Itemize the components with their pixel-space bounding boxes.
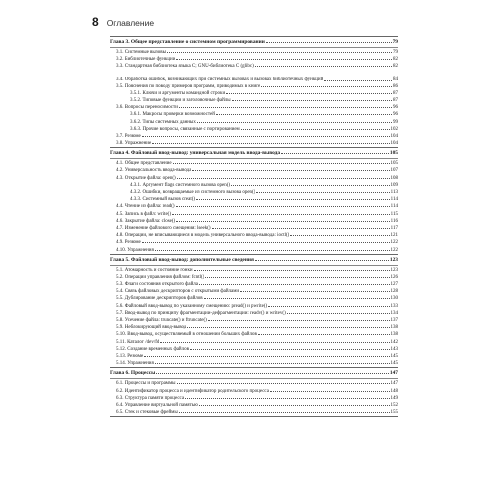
entry-page-number: 122 — [390, 240, 398, 246]
toc-entry[interactable] — [110, 339, 398, 346]
chapter-page-number: 123 — [389, 256, 398, 263]
entry-page-number: 155 — [390, 410, 398, 416]
dot-leader — [270, 391, 390, 392]
toc-chapter-section — [110, 368, 398, 417]
dot-leader — [167, 52, 392, 53]
dot-leader — [152, 143, 389, 144]
entry-title: 5.1. Атомарность и состояние гонки — [116, 267, 193, 273]
entry-title: 4.5. Запись в файл: write() — [116, 211, 171, 217]
page-title: Оглавление — [106, 18, 155, 28]
entry-title: 5.3. Флаги состояния открытого файла — [116, 282, 198, 288]
entry-page-number: 114 — [390, 197, 398, 203]
toc-chapter-section — [110, 36, 398, 148]
dot-leader — [324, 80, 392, 81]
entry-title: 6.3. Структура памяти процесса — [116, 395, 185, 401]
chapter-title: Глава 3. Общее представление о системном программировании — [110, 39, 265, 45]
entry-page-number: 148 — [390, 388, 398, 394]
dot-leader — [185, 398, 389, 399]
entry-page-number: 130 — [390, 296, 398, 302]
dot-leader — [231, 185, 389, 186]
entry-page-number: 87 — [393, 97, 398, 103]
dot-leader — [199, 284, 390, 285]
entry-title: 4.2. Универсальность ввода-вывода — [116, 168, 192, 174]
toc-entry[interactable] — [110, 380, 398, 387]
dot-leader — [156, 373, 389, 374]
dot-leader — [205, 277, 389, 278]
toc-entry[interactable] — [110, 140, 398, 147]
entry-page-number: 143 — [390, 346, 398, 352]
entry-title: 4.3.1. Аргумент flags системного вызова open() — [130, 182, 231, 188]
chapter-heading[interactable] — [110, 148, 398, 159]
dot-leader — [255, 260, 389, 261]
dot-leader — [197, 122, 392, 123]
dot-leader — [196, 199, 390, 200]
entry-title: 3.3. Стандартная библиотека языка C; GNU-библиотека C (glibc) — [116, 64, 254, 70]
entry-page-number: 149 — [390, 395, 398, 401]
entry-page-number: 128 — [390, 289, 398, 295]
dot-leader — [187, 327, 389, 328]
chapter-heading[interactable] — [110, 255, 398, 266]
entry-page-number: 145 — [390, 353, 398, 359]
entry-page-number: 115 — [390, 211, 398, 217]
dot-leader — [232, 100, 392, 101]
dot-leader — [199, 405, 390, 406]
entry-title: 5.4. Связь файловых дескрипторов с открытыми файлами — [116, 289, 240, 295]
chapter-heading[interactable] — [110, 37, 398, 48]
toc-entry[interactable] — [110, 247, 398, 254]
entry-title: 5.9. Неблокирующий ввод-вывод — [116, 325, 187, 331]
entry-page-number: 145 — [390, 361, 398, 367]
entry-title: 3.8. Упражнение — [116, 141, 152, 147]
entry-page-number: 137 — [390, 318, 398, 323]
dot-leader — [142, 242, 390, 243]
dot-leader — [208, 320, 390, 321]
entry-page-number: 87 — [393, 90, 398, 96]
toc-entry[interactable] — [110, 288, 398, 295]
toc-entry[interactable] — [110, 317, 398, 324]
dot-leader — [179, 107, 392, 108]
entry-title: 3.1. Системные вызовы — [116, 50, 166, 55]
dot-leader — [255, 66, 392, 67]
toc-entry[interactable] — [110, 324, 398, 331]
entry-page-number: 147 — [390, 381, 398, 387]
entry-title: 5.14. Упражнения — [116, 361, 154, 367]
entry-title: 3.4. Обработка ошибок, возникающих при системных вызовах и вызовах библиотечных функций — [116, 76, 324, 82]
dot-leader — [266, 42, 392, 43]
entry-title: 4.7. Изменение файлового смещения: lseek() — [116, 225, 211, 231]
entry-page-number: 138 — [390, 325, 398, 331]
entry-title: 4.3.3. Системный вызов creat() — [130, 197, 196, 203]
entry-page-number: 123 — [390, 267, 398, 273]
dot-leader — [190, 349, 390, 350]
dot-leader — [142, 136, 390, 137]
entry-title: 4.9. Резюме — [116, 240, 141, 246]
chapter-title: Глава 6. Процессы — [110, 370, 156, 377]
toc-entry[interactable] — [110, 196, 398, 203]
toc-entry[interactable] — [110, 63, 398, 70]
toc-entry[interactable] — [110, 360, 398, 367]
dot-leader — [256, 192, 389, 193]
chapter-page-number: 105 — [389, 150, 398, 157]
entry-page-number: 126 — [390, 274, 398, 280]
table-of-contents — [110, 36, 398, 417]
entry-page-number: 82 — [393, 64, 398, 70]
entry-title: 3.7. Резюме — [116, 133, 141, 139]
toc-entry[interactable] — [110, 274, 398, 281]
entry-page-number: 142 — [390, 339, 398, 345]
dot-leader — [176, 221, 389, 222]
entry-page-number: 152 — [390, 402, 398, 408]
dot-leader — [204, 298, 390, 299]
entry-page-number: 104 — [390, 141, 398, 147]
entry-title: 3.6. Вопросы переносимости — [116, 105, 178, 111]
chapter-title: Глава 4. Файловый ввод-вывод: универсальная модель ввода-вывода — [110, 150, 281, 157]
dot-leader — [258, 334, 390, 335]
entry-title: 5.2. Операции управления файлом: fcntl() — [116, 274, 205, 280]
toc-entry[interactable] — [110, 175, 398, 182]
chapter-page-number: 79 — [392, 39, 398, 45]
entry-title: 6.2. Идентификатор процесса и идентификатор родительского процесса — [116, 388, 269, 394]
toc-chapter-section — [110, 255, 398, 369]
entry-page-number: 102 — [390, 126, 398, 132]
dot-leader — [261, 86, 392, 87]
dot-leader — [212, 228, 390, 229]
toc-entry[interactable] — [110, 310, 398, 317]
entry-page-number: 84 — [393, 76, 398, 82]
entry-page-number: 96 — [393, 105, 398, 111]
entry-page-number: 134 — [390, 310, 398, 316]
page-header — [92, 15, 154, 29]
dot-leader — [192, 170, 389, 171]
toc-entry[interactable] — [110, 133, 398, 140]
dot-leader — [290, 235, 389, 236]
toc-chapter-section — [110, 148, 398, 254]
entry-title: 4.4. Чтение из файла: read() — [116, 204, 175, 210]
dot-leader — [155, 363, 390, 364]
toc-entry[interactable] — [110, 218, 398, 225]
toc-entry[interactable] — [110, 189, 398, 196]
dot-leader — [173, 163, 390, 164]
toc-entry[interactable] — [110, 83, 398, 90]
dot-leader — [155, 250, 390, 251]
entry-title: 5.7. Ввод-вывод по принципу фрагментации-дефрагментации: readv() и writev() — [116, 310, 286, 316]
entry-page-number: 117 — [390, 225, 398, 231]
toc-entry[interactable] — [110, 111, 398, 118]
entry-page-number: 82 — [393, 57, 398, 63]
entry-title: 5.13. Резюме — [116, 353, 144, 359]
dot-leader — [216, 114, 392, 115]
entry-title: 5.10. Ввод-вывод, осуществляемый в отношении больших файлов — [116, 332, 257, 338]
toc-entry[interactable] — [110, 160, 398, 167]
entry-page-number: 138 — [390, 332, 398, 338]
entry-page-number: 122 — [390, 247, 398, 253]
dot-leader — [177, 383, 390, 384]
entry-title: 3.6.3. Прочие вопросы, связанные с портированием — [130, 126, 240, 132]
dot-leader — [240, 291, 389, 292]
entry-title: 5.12. Создание временных файлов — [116, 346, 189, 352]
toc-entry[interactable] — [110, 239, 398, 246]
dot-leader — [241, 129, 390, 130]
toc-entry[interactable] — [110, 126, 398, 133]
toc-entry[interactable] — [110, 56, 398, 63]
toc-entry[interactable] — [110, 346, 398, 353]
toc-entry[interactable] — [110, 395, 398, 402]
entry-title: 3.5. Пояснения по поводу примеров программ, приводимых в книге — [116, 83, 261, 89]
toc-entry[interactable] — [110, 295, 398, 302]
entry-page-number: 104 — [390, 133, 398, 139]
entry-page-number: 96 — [393, 112, 398, 118]
entry-page-number: 121 — [390, 233, 398, 239]
entry-title: 5.5. Дублирование дескрипторов файлов — [116, 296, 203, 302]
entry-title: 3.2. Библиотечные функции — [116, 57, 176, 63]
dot-leader — [281, 153, 389, 154]
toc-entry[interactable] — [110, 49, 398, 56]
toc-entry[interactable] — [110, 203, 398, 210]
dot-leader — [160, 342, 389, 343]
toc-entry[interactable] — [110, 71, 398, 83]
entry-page-number: 109 — [390, 182, 398, 188]
entry-title: 3.6.1. Макросы проверки возможностей — [130, 112, 215, 118]
entry-page-number: 114 — [390, 204, 398, 210]
chapter-heading[interactable] — [110, 368, 398, 379]
dot-leader — [287, 313, 390, 314]
toc-entry[interactable] — [110, 409, 398, 416]
toc-entry[interactable] — [110, 388, 398, 395]
chapter-page-number: 147 — [389, 370, 398, 377]
entry-title: 4.6. Закрытие файла: close() — [116, 218, 176, 224]
toc-entry[interactable] — [110, 303, 398, 310]
dot-leader — [268, 306, 389, 307]
dot-leader — [226, 93, 392, 94]
entry-page-number: 113 — [390, 190, 398, 195]
entry-title: 5.11. Каталог /dev/fd — [116, 339, 160, 345]
entry-title: 6.5. Стек и стековые фреймы — [116, 410, 178, 416]
entry-title: 3.6.2. Типы системных данных — [130, 119, 196, 125]
entry-title: 5.8. Усечение файла: truncate() и ftruncate() — [116, 318, 207, 323]
entry-page-number: 127 — [390, 282, 398, 288]
entry-page-number: 108 — [390, 175, 398, 181]
dot-leader — [179, 412, 390, 413]
entry-title: 4.3.2. Ошибки, возвращаемые из системного вызова open() — [130, 190, 256, 195]
entry-page-number: 105 — [390, 161, 398, 167]
entry-title: 3.5.1. Ключи и аргументы командной строки — [130, 90, 226, 96]
toc-entry[interactable] — [110, 119, 398, 126]
dot-leader — [194, 270, 390, 271]
toc-entry[interactable] — [110, 402, 398, 409]
entry-page-number: 116 — [390, 218, 398, 224]
toc-entry[interactable] — [110, 331, 398, 338]
entry-page-number: 133 — [390, 303, 398, 309]
entry-title: 5.6. Файловый ввод-вывод по указанному смещению: pread() и pwrite() — [116, 303, 268, 309]
dot-leader — [176, 206, 390, 207]
dot-leader — [172, 214, 390, 215]
chapter-title: Глава 5. Файловый ввод-вывод: дополнительные сведения — [110, 256, 254, 263]
entry-page-number: 99 — [393, 119, 398, 125]
entry-title: 6.4. Управление виртуальной памятью — [116, 402, 198, 408]
toc-entry[interactable] — [110, 232, 398, 239]
toc-entry[interactable] — [110, 267, 398, 274]
page-number: 8 — [92, 15, 99, 29]
toc-entry[interactable] — [110, 353, 398, 360]
toc-entry[interactable] — [110, 281, 398, 288]
entry-page-number: 79 — [393, 50, 398, 55]
dot-leader — [144, 356, 389, 357]
dot-leader — [176, 59, 392, 60]
toc-entry[interactable] — [110, 90, 398, 97]
entry-title: 6.1. Процессы и программы — [116, 381, 176, 387]
entry-title: 4.3. Открытие файла: open() — [116, 175, 176, 181]
entry-title: 3.5.2. Типовые функции и заголовочные файлы — [130, 97, 231, 103]
entry-page-number: 107 — [390, 168, 398, 174]
entry-title: 4.1. Общее представление — [116, 161, 172, 167]
toc-entry[interactable] — [110, 97, 398, 104]
toc-entry[interactable] — [110, 182, 398, 189]
entry-title: 4.10. Упражнения — [116, 247, 154, 253]
toc-entry[interactable] — [110, 167, 398, 174]
toc-entry[interactable] — [110, 104, 398, 111]
dot-leader — [177, 178, 390, 179]
entry-title: 4.8. Операции, не вписывающиеся в модель универсального ввода-вывода: ioctl() — [116, 233, 290, 239]
entry-page-number: 86 — [393, 83, 398, 89]
toc-entry[interactable] — [110, 225, 398, 232]
toc-entry[interactable] — [110, 211, 398, 218]
